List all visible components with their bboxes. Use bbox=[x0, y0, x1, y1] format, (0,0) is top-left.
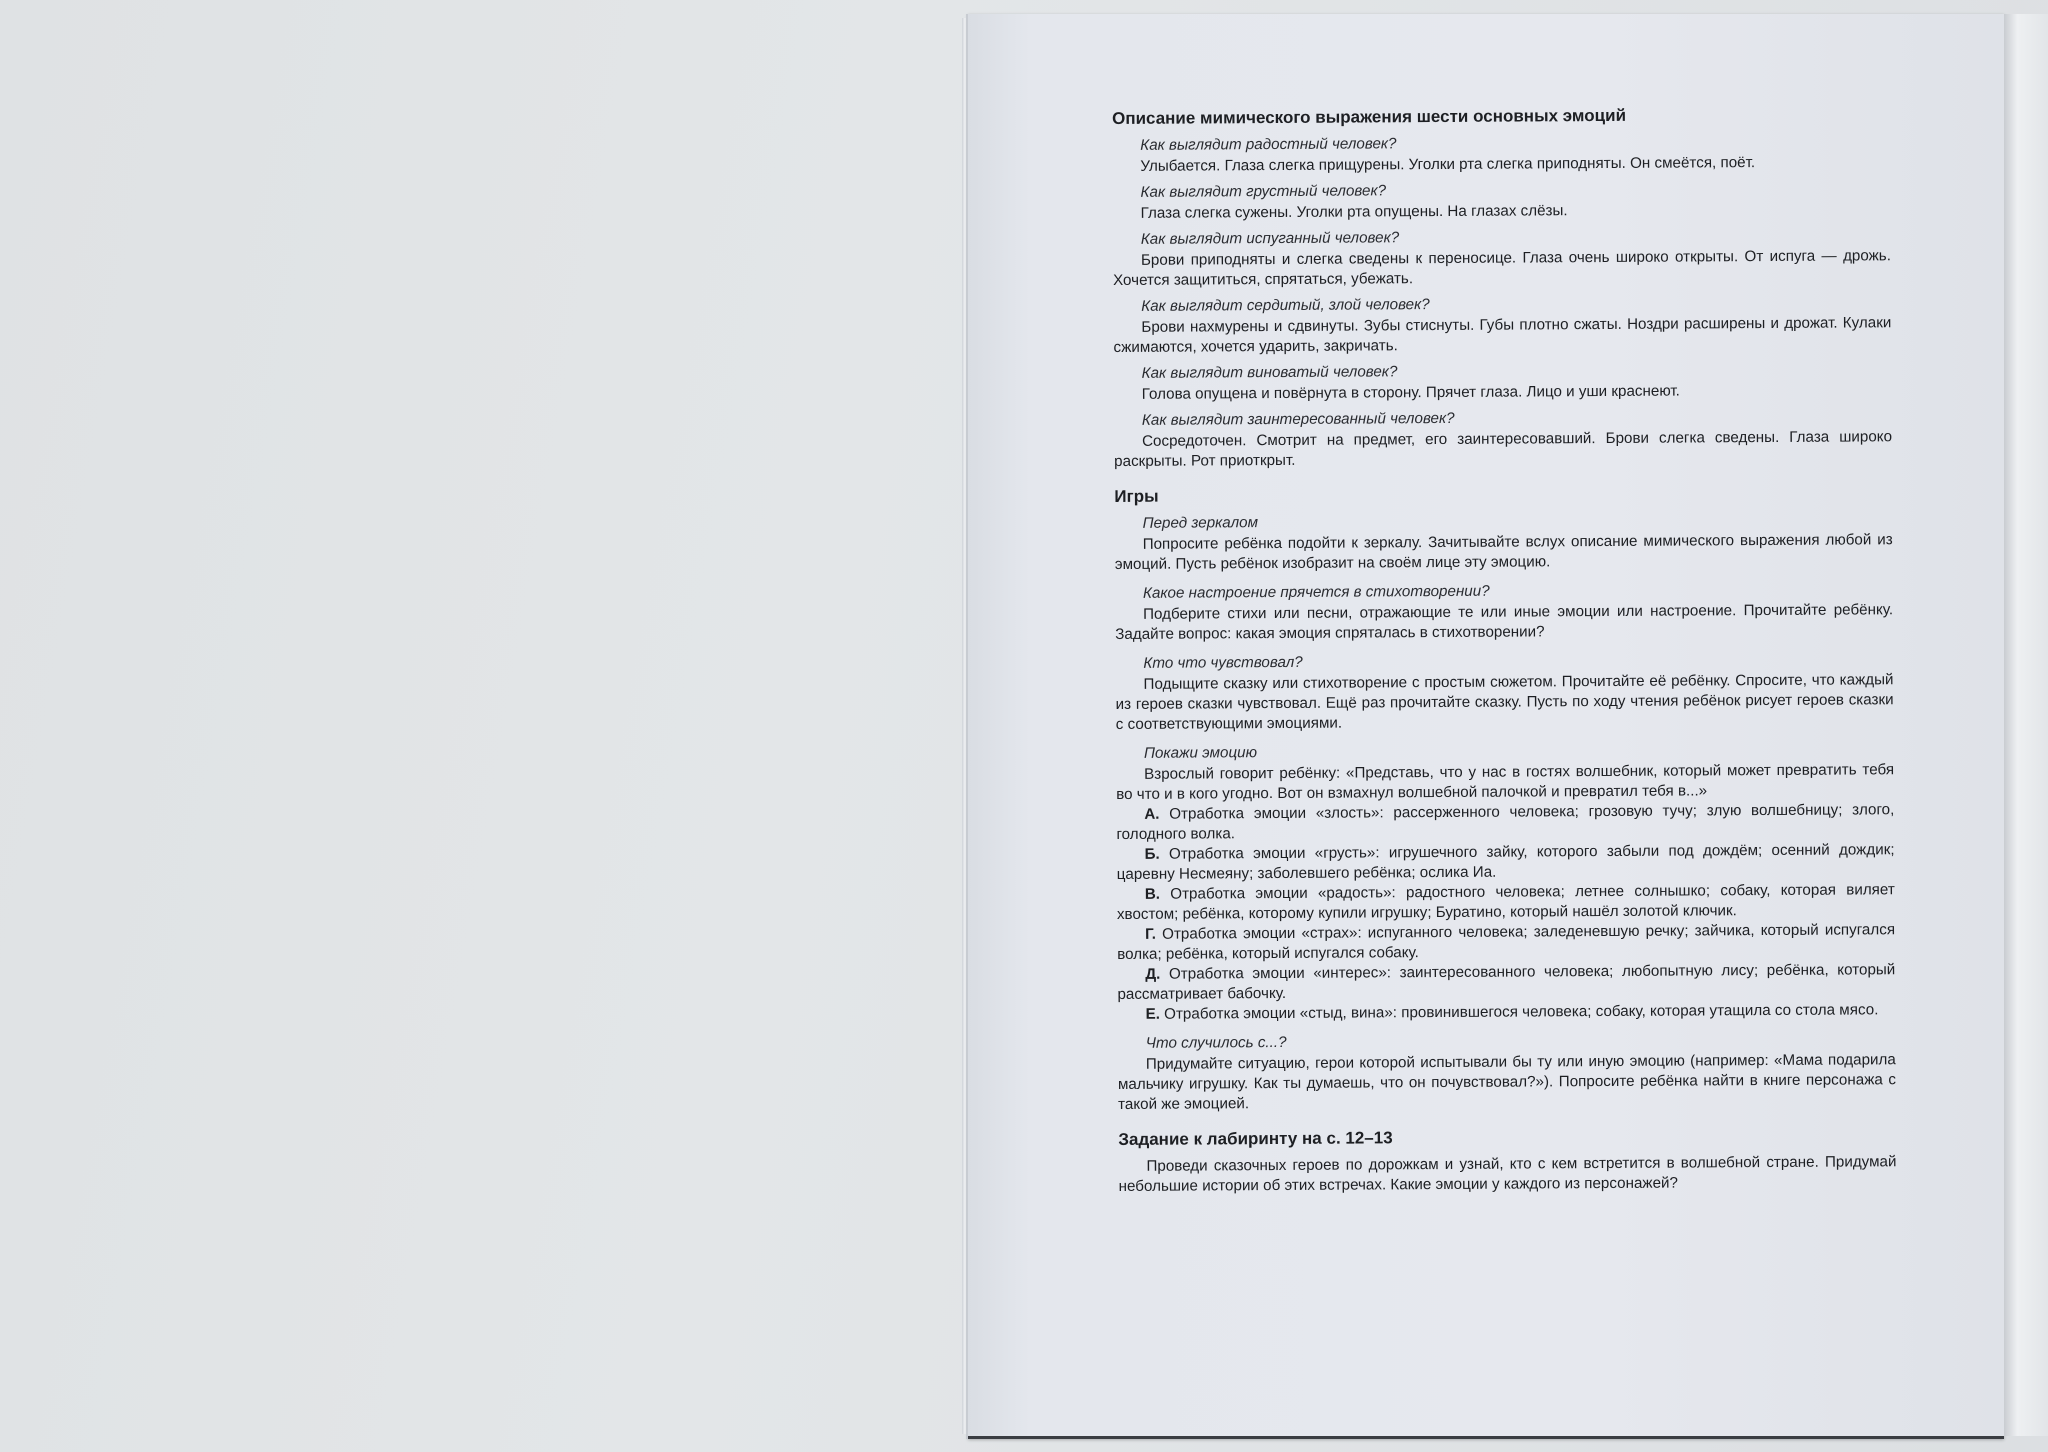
item-letter: Е. bbox=[1145, 1005, 1160, 1023]
emotion-answer: Улыбается. Глаза слегка прищурены. Уголки рта слегка приподняты. Он смеётся, поёт. bbox=[1140, 154, 1756, 175]
game-title: Перед зеркалом bbox=[1142, 514, 1259, 532]
maze-task-text: Проведи сказочных героев по дорожкам и узнай, кто с кем встретится в волшебной стране. Придумай небольшие истории об этих встречах. Какие эмоции у каждого из персонажей? bbox=[1118, 1153, 1897, 1195]
emotion-answer: Сосредоточен. Смотрит на предмет, его заинтересовавший. Брови слегка сведены. Глаза широко раскрыты. Рот приоткрыт. bbox=[1114, 428, 1893, 470]
show-emotion-title: Покажи эмоцию bbox=[1143, 744, 1258, 762]
show-emotion-item bbox=[1117, 880, 1895, 925]
item-text: Отработка эмоции «стыд, вина»: провинившегося человека; собаку, которая утащила со стола мясо. bbox=[1164, 1001, 1879, 1023]
what-happened-text: Придумайте ситуацию, герои которой испытывали бы ту или иную эмоцию (например: «Мама подарила мальчику игрушку. Как ты думаешь, что он почувствовал?»). Попросите ребёнка найти в книге персонажа с такой же эмоцией. bbox=[1117, 1051, 1897, 1113]
emotion-question: Как выглядит заинтересованный человек? bbox=[1141, 409, 1455, 429]
item-text: Отработка эмоции «злость»: рассерженного человека; грозовую тучу; злую волшебницу; злого, голодного волка. bbox=[1116, 801, 1895, 843]
game-title: Какое настроение прячется в стихотворении? bbox=[1142, 582, 1490, 602]
show-emotion-item bbox=[1117, 960, 1895, 1005]
show-emotion-intro: Взрослый говорит ребёнку: «Представь, что у нас в гостях волшебник, который может превратить тебя во что и в кого угодно. Вот он взмахнул волшебной палочкой и превратил тебя в...» bbox=[1116, 761, 1895, 803]
game-text: Попросите ребёнка подойти к зеркалу. Зачитывайте вслух описание мимического выражения любой из эмоций. Пусть ребёнок изобразит на своём лице эту эмоцию. bbox=[1114, 531, 1893, 573]
maze-task-heading: Задание к лабиринту на с. 12–13 bbox=[1118, 1128, 1393, 1149]
emotion-answer: Голова опущена и повёрнута в сторону. Прячет глаза. Лицо и уши краснеют. bbox=[1141, 382, 1680, 403]
item-text: Отработка эмоции «интерес»: заинтересованного человека; любопытную лису; ребёнка, который рассматривает бабочку. bbox=[1117, 961, 1896, 1003]
game-text: Подыщите сказку или стихотворение с простым сюжетом. Прочитайте её ребёнку. Спросите, что каждый из героев сказки чувствовал. Ещё раз прочитайте сказку. Пусть по ходу чтения ребёнок рисует героев сказки с соответствующими эмоциями. bbox=[1115, 671, 1894, 733]
emotion-question: Как выглядит виноватый человек? bbox=[1141, 363, 1398, 382]
show-emotion-item bbox=[1116, 800, 1894, 845]
item-letter: Г. bbox=[1144, 925, 1157, 943]
emotion-question: Как выглядит грустный человек? bbox=[1140, 182, 1387, 201]
games-heading: Игры bbox=[1114, 486, 1159, 506]
show-emotion-item bbox=[1117, 920, 1895, 965]
item-letter: Д. bbox=[1145, 965, 1161, 983]
show-emotion-item bbox=[1117, 840, 1895, 885]
page-content bbox=[1112, 103, 1897, 1197]
game-text: Подберите стихи или песни, отражающие те или иные эмоции или настроение. Прочитайте ребёнку. Задайте вопрос: какая эмоция спряталась в стихотворении? bbox=[1115, 601, 1894, 643]
main-heading: Описание мимического выражения шести основных эмоций bbox=[1112, 105, 1627, 128]
game-title: Кто что чувствовал? bbox=[1143, 653, 1303, 672]
emotion-answer: Глаза слегка сужены. Уголки рта опущены. На глазах слёзы. bbox=[1140, 202, 1568, 222]
item-letter: В. bbox=[1144, 885, 1161, 903]
adjacent-page-edge bbox=[2004, 14, 2048, 1436]
item-letter: А. bbox=[1144, 805, 1160, 823]
item-letter: Б. bbox=[1144, 845, 1160, 863]
item-text: Отработка эмоции «грусть»: игрушечного зайку, которого забыли под дождём; осенний дождик; царевну Несмеяну; заболевшего ребёнка; ослика Иа. bbox=[1116, 841, 1895, 883]
item-text: Отработка эмоции «страх»: испуганного человека; заледеневшую речку; зайчика, который испугался волка; ребёнка, который испугался собаку. bbox=[1117, 921, 1896, 963]
show-emotion-item bbox=[1117, 1000, 1895, 1025]
item-text: Отработка эмоции «радость»: радостного человека; летнее солнышко; собаку, которая виляет хвостом; ребёнка, которому купили игрушку; Буратино, который нашёл золотой ключик. bbox=[1116, 881, 1895, 923]
emotion-answer: Брови нахмурены и сдвинуты. Зубы стиснуты. Губы плотно сжаты. Ноздри расширены и дрожат. Кулаки сжимаются, хочется ударить, закричать. bbox=[1113, 314, 1892, 356]
emotion-answer: Брови приподняты и слегка сведены к переносице. Глаза очень широко открыты. От испуга — дрожь. Хочется защититься, спрятаться, убежать. bbox=[1113, 247, 1891, 289]
emotion-question: Как выглядит радостный человек? bbox=[1140, 135, 1397, 154]
what-happened-title: Что случилось с...? bbox=[1145, 1033, 1287, 1052]
emotion-question: Как выглядит сердитый, злой человек? bbox=[1141, 296, 1430, 315]
emotion-question: Как выглядит испуганный человек? bbox=[1140, 229, 1400, 248]
